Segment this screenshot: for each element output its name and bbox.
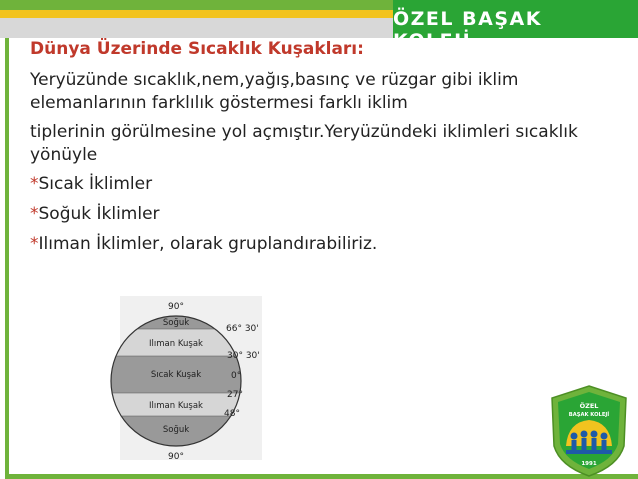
badge-figure-icon: [591, 431, 598, 438]
latitude-label: 0°: [231, 371, 242, 381]
bullet-text: Sıcak İklimler: [38, 174, 153, 194]
slide-title: Dünya Üzerinde Sıcaklık Kuşakları:: [30, 39, 364, 59]
zone-label: Soğuk: [162, 318, 190, 328]
bottom-border: [5, 474, 638, 479]
pole-label-north: 90°: [168, 302, 184, 312]
badge-figure-icon: [571, 433, 578, 440]
bullet-marker: *: [30, 204, 39, 224]
badge-figure-icon: [601, 433, 608, 440]
header-yellow-stripe: [0, 10, 400, 18]
bullet-item: [30, 233, 630, 256]
school-badge-logo: [548, 384, 630, 478]
zone-label: Ilıman Kuşak: [149, 401, 203, 411]
bullet-marker: *: [30, 174, 39, 194]
paragraph-2: tiplerinin görülmesine yol açmıştır.Yeryüzündeki iklimleri sıcaklık yönüyle: [30, 122, 578, 165]
bullet-text: Soğuk İklimler: [38, 204, 160, 224]
latitude-label: 48°: [224, 409, 240, 419]
school-logo-text: ÖZEL BAŞAK KOLEJİ: [393, 8, 542, 52]
badge-figure-icon: [582, 438, 587, 450]
school-logo: [393, 0, 638, 52]
badge-year: 1991: [581, 461, 597, 467]
latitude-label: 66° 30': [226, 324, 259, 334]
badge-figure-icon: [602, 440, 607, 450]
bullet-item: [30, 173, 630, 196]
latitude-label: 30° 30': [227, 351, 260, 361]
badge-text-line2: BAŞAK KOLEJİ: [568, 412, 610, 418]
badge-figure-icon: [581, 431, 588, 438]
zone-label: Sıcak Kuşak: [150, 370, 202, 380]
badge-ground: [566, 450, 612, 454]
paragraph-1: Yeryüzünde sıcaklık,nem,yağış,basınç ve rüzgar gibi iklim elemanlarının farklılık göstermesi farklı iklim: [30, 70, 519, 113]
zone-label: Ilıman Kuşak: [149, 339, 203, 349]
bullet-marker: *: [30, 234, 39, 254]
latitude-label: 27°: [227, 390, 243, 400]
header-green-stripe: [0, 0, 400, 10]
zone-label: Soğuk: [162, 425, 190, 435]
badge-text-line1: ÖZEL: [579, 402, 599, 410]
bullet-item: [30, 203, 630, 226]
bullet-text: Ilıman İklimler, olarak gruplandırabiliriz.: [38, 234, 378, 254]
badge-figure-icon: [592, 438, 597, 450]
left-border: [5, 38, 9, 479]
badge-figure-icon: [572, 440, 577, 450]
temperature-zones-diagram: [100, 296, 300, 462]
pole-label-south: 90°: [168, 452, 184, 462]
slide-body: [30, 38, 630, 263]
